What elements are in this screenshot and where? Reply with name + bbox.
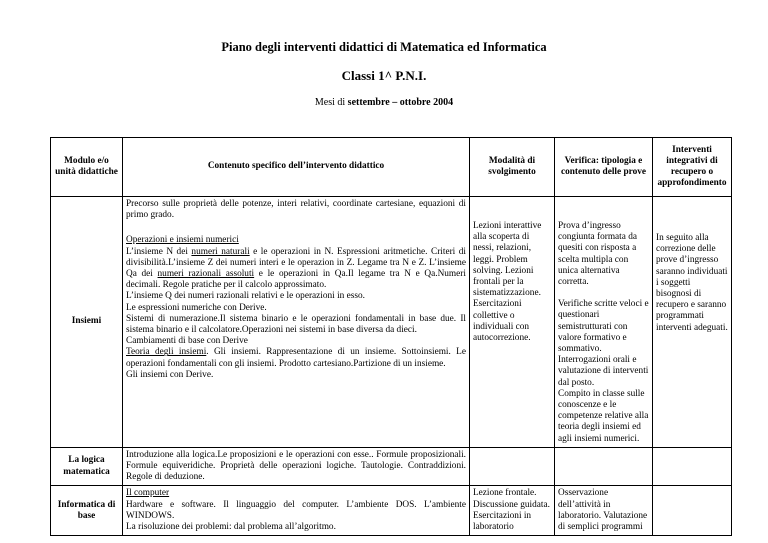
content-paragraph-naturali: L’insieme N dei numeri naturali e le operazioni in N. Espressioni aritmetiche. Criteri di divisibilità.L’insieme Z dei numeri interi e le operazion in Z. Legame tra N e Z. L’insieme Qa dei numeri razionali assoluti e le operazioni in Qa.Il legame tra N e Qa.Numeri decimali. Regole pratiche per il calcolo approssimato. (126, 246, 466, 291)
content-derive-espressioni: Le espressioni numeriche con Derive. (126, 302, 267, 313)
content-informatica (123, 486, 470, 536)
didactic-plan-table (50, 137, 732, 536)
module-logica: La logica matematica (51, 447, 123, 486)
class-line: Classi 1^ P.N.I. (341, 68, 427, 83)
content-problemi: La risoluzione dei problemi: dal problema all’algoritmo. (126, 522, 336, 533)
interventi-logica (653, 447, 732, 486)
content-insiemi-derive: Gli insiemi con Derive. (126, 369, 214, 380)
content-sistemi-numerazione: Sistemi di numerazione.Il sistema binario e le operazioni fondamentali in base due. Il sistema binario e il calcolatore.Operazioni nei sistemi in base diversa da dieci. (126, 313, 466, 336)
table-row-informatica (51, 486, 732, 536)
table-header-row (51, 138, 732, 197)
table-row-insiemi (51, 197, 732, 448)
module-informatica: Informatica di base (51, 486, 123, 536)
interventi-insiemi: In seguito alla correzione delle prove d’ingresso saranno individuati i soggetti bisognosi di recupero e saranno programmati interventi adeguati. (653, 197, 732, 448)
header-modalita: Modalità di svolgimento (470, 138, 555, 197)
interventi-informatica (653, 486, 732, 536)
modalita-informatica: Lezione frontale. Discussione guidata. Esercitazioni in laboratorio (470, 486, 555, 536)
content-cambiamenti-base: Cambiamenti di base con Derive (126, 336, 248, 347)
table-row-logica (51, 447, 732, 486)
content-intro: Precorso sulle proprietà delle potenze, interi relativi, coordinate cartesiane, equazioni di primo grado. (126, 199, 466, 221)
modalita-insiemi: Lezioni interattive alla scoperta di nessi, relazioni, leggi. Problem solving. Lezioni frontali per la sistematizzazione. Esercitazioni collettive o individuali con autocorrezione. (470, 197, 555, 448)
content-insiemi (123, 197, 470, 448)
verifica-orali: Interrogazioni orali e valutazione di interventi dal posto. (558, 355, 649, 388)
content-heading-operazioni: Operazioni e insiemi numerici (126, 235, 239, 246)
months-prefix: Mesi di (314, 97, 348, 108)
content-hardware-software: Hardware e software. Il linguaggio del computer. L’ambiente DOS. L’ambiente WINDOWS. (126, 499, 466, 521)
verifica-insiemi (555, 197, 653, 448)
modalita-logica (470, 447, 555, 486)
content-heading-computer: Il computer (126, 488, 170, 499)
content-teoria-insiemi: Teoria degli insiemi. Gli insiemi. Rappresentazione di un insieme. Sottoinsiemi. Le operazioni fondamentali con gli insiemi. Prodotto cartesiano.Partizione di un insieme. (126, 347, 466, 369)
document-title: Piano degli interventi didattici di Matematica ed Informatica (221, 40, 547, 54)
content-razionali-relativi: L’insieme Q dei numeri razionali relativi e le operazioni in esso. (126, 291, 365, 302)
verifica-prova-ingresso: Prova d’ingresso congiunta formata da quesiti con risposta a scelta multipla con unica alternativa corretta. (558, 221, 637, 288)
months-value: settembre – ottobre 2004 (347, 97, 454, 108)
verifica-scritte: Verifiche scritte veloci e questionari semistrutturati con valore formativo e sommativo. (558, 299, 649, 355)
header-contenuto: Contenuto specifico dell’intervento didattico (123, 138, 470, 197)
content-logica: Introduzione alla logica.Le proposizioni e le operazioni con esse.. Formule proposizionali. Formule equiveridiche. Proprietà delle operazioni logiche. Tautologie. Contraddizioni. Regole di deduzione. (123, 447, 470, 486)
header-verifica: Verifica: tipologia e contenuto delle prove (555, 138, 653, 197)
module-insiemi: Insiemi (51, 197, 123, 448)
months-line (0, 97, 768, 108)
header-modulo: Modulo e/o unità didattiche (51, 138, 123, 197)
header-interventi: Interventi integrativi di recupero o approfondimento (653, 138, 732, 197)
verifica-informatica: Osservazione dell’attività in laboratorio. Valutazione di semplici programmi (555, 486, 653, 536)
verifica-compito: Compito in classe sulle conoscenze e le competenze relative alla teoria degli insiemi ed agli insiemi numerici. (558, 388, 649, 444)
verifica-logica (555, 447, 653, 486)
